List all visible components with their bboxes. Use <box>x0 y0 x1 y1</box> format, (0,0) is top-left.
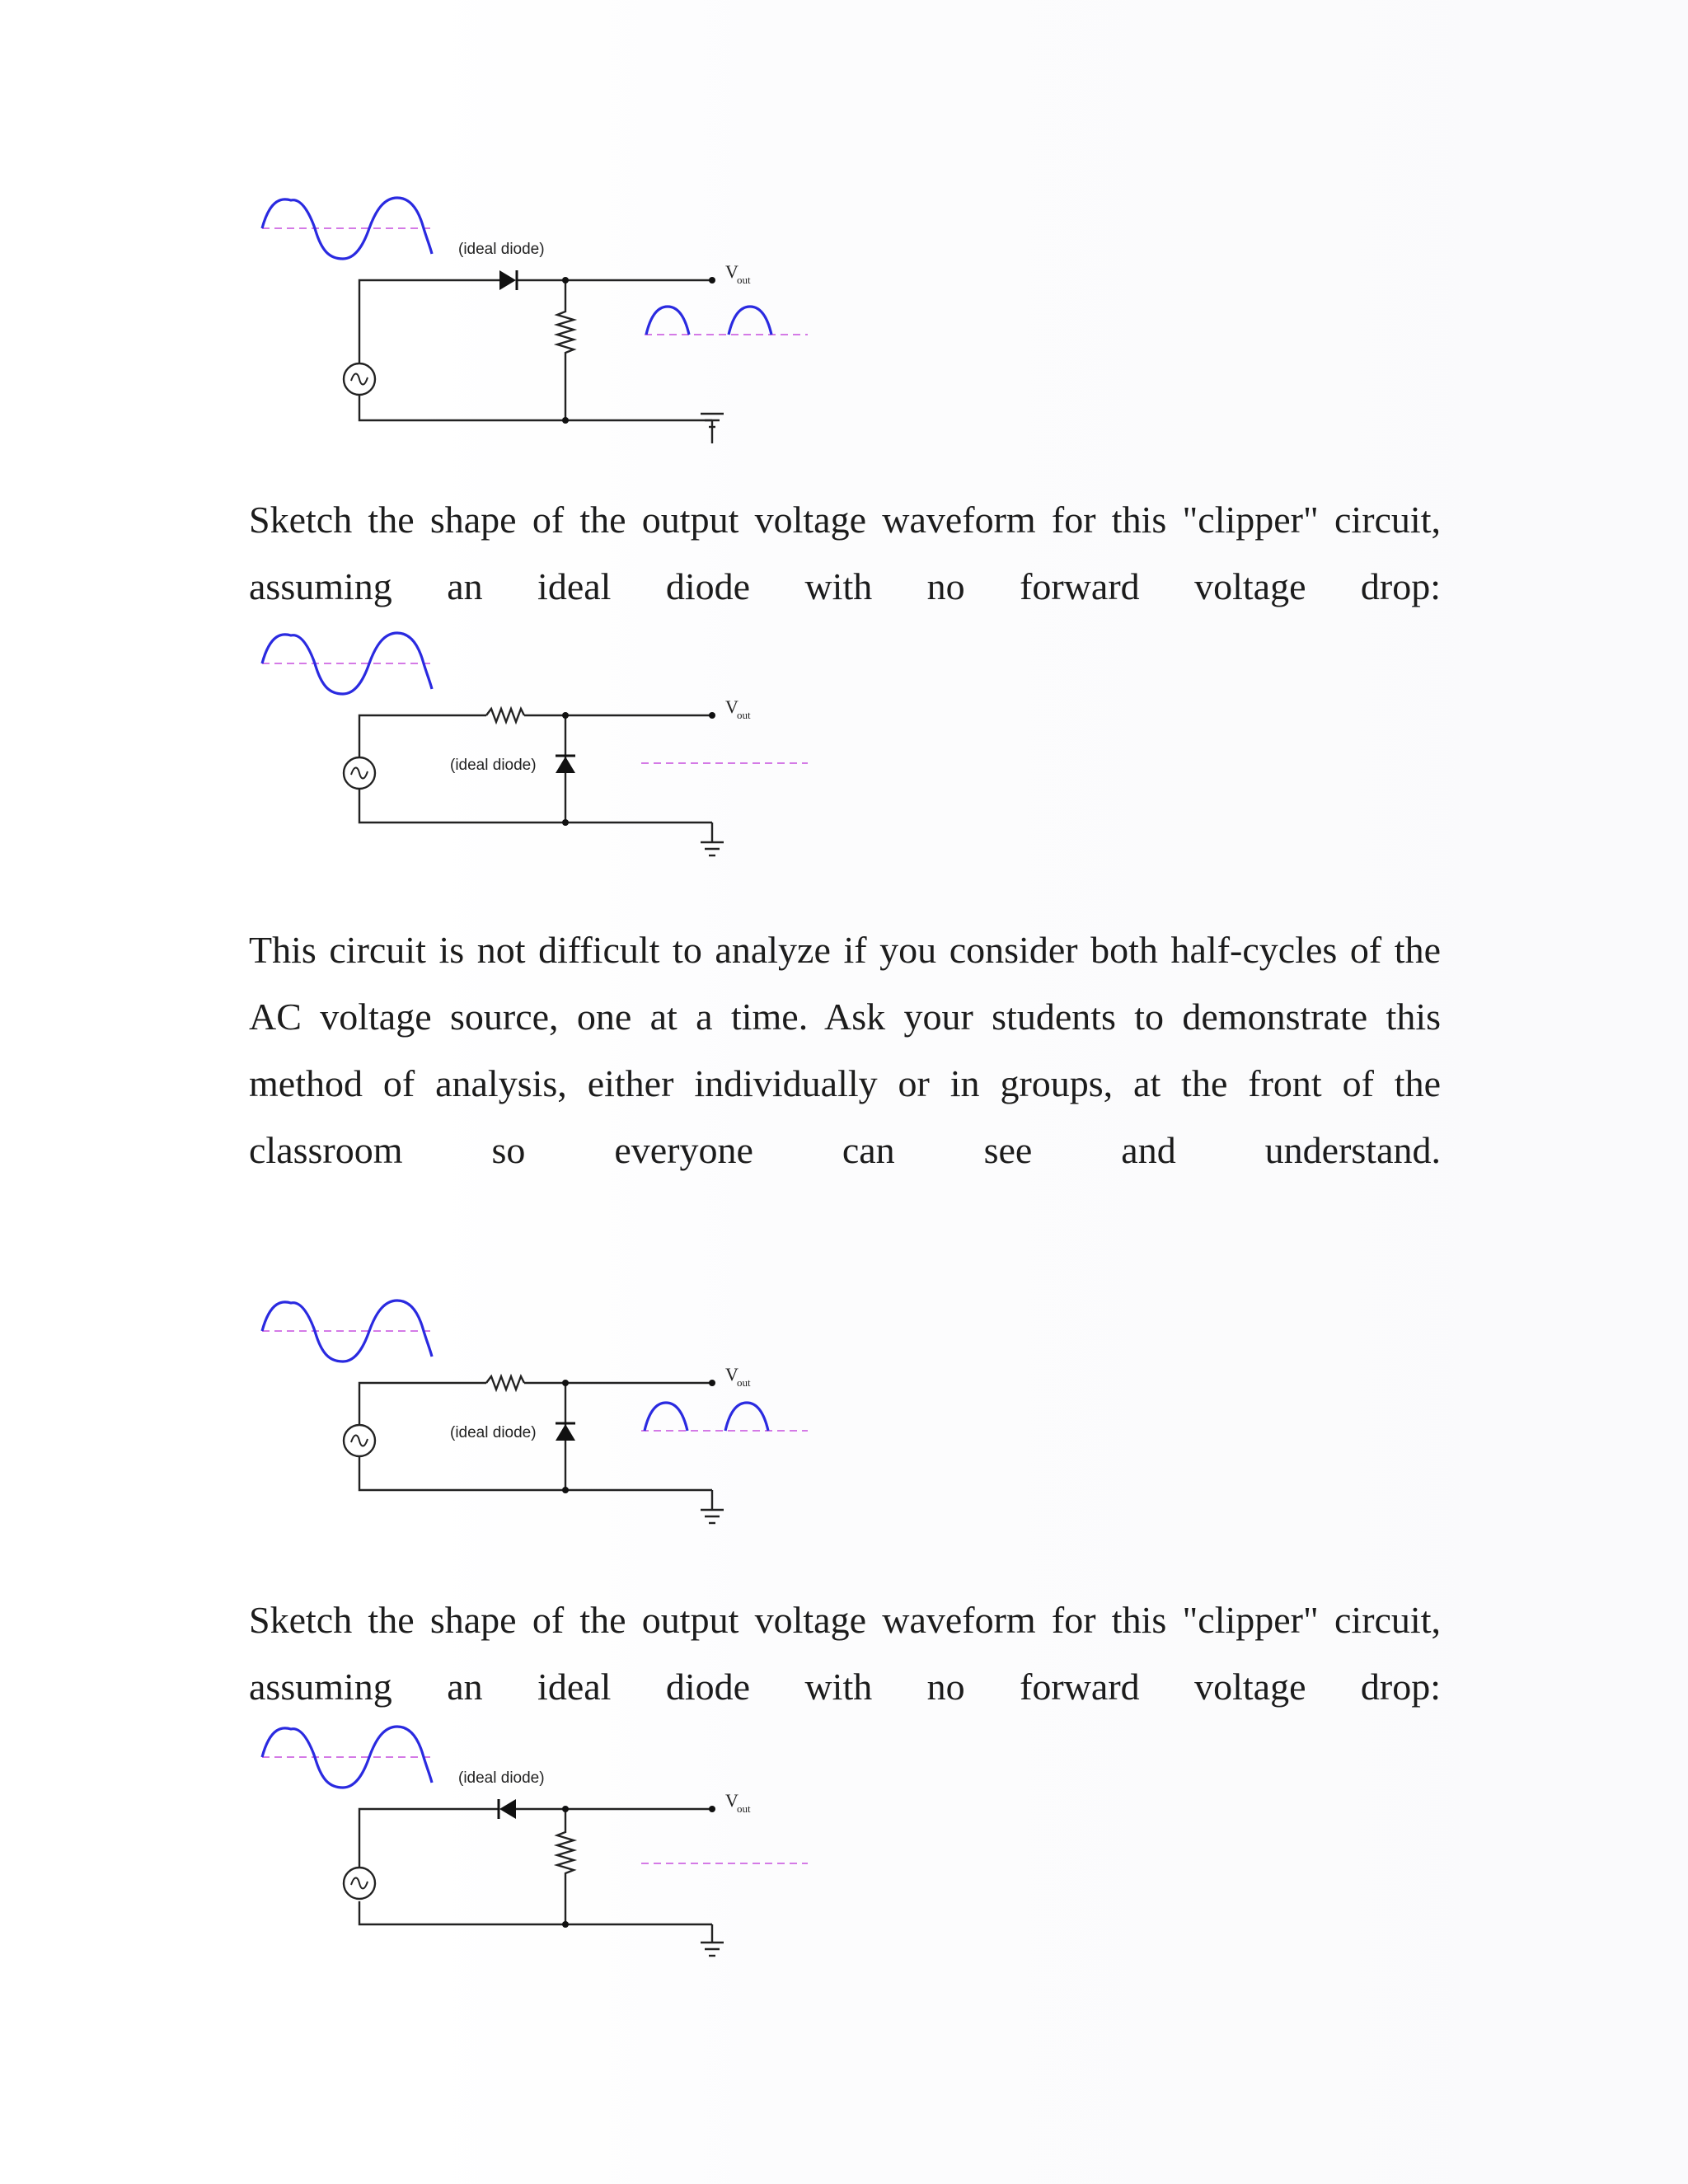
resistor-symbol <box>557 277 574 424</box>
output-terminal <box>709 712 715 719</box>
question-1-line-1: Sketch the shape of the output voltage waveform for this "clipper" circuit, <box>249 499 1441 541</box>
diode-label: (ideal diode) <box>450 1424 537 1441</box>
diode-label: (ideal diode) <box>458 1769 545 1787</box>
question-2-line-2: assuming an ideal diode with no forward voltage drop: <box>249 1666 1441 1708</box>
diode-label: (ideal diode) <box>450 757 537 774</box>
ground-symbol <box>701 823 724 855</box>
resistor-symbol <box>486 1376 524 1390</box>
circuit-diagram <box>247 1292 841 1548</box>
ac-source-symbol <box>344 1868 375 1899</box>
figure-shunt-diode-clipper-answer <box>247 1292 841 1548</box>
diode-symbol <box>499 1799 516 1819</box>
ac-source-symbol <box>344 363 375 395</box>
output-waveform <box>645 307 808 335</box>
vout-subscript: out <box>737 274 751 286</box>
vout-subscript: out <box>737 1376 751 1389</box>
resistor-symbol <box>486 709 524 722</box>
notes-line-2: AC voltage source, one at a time. Ask your students to demonstrate this <box>249 996 1441 1038</box>
input-sine-wave <box>262 633 432 694</box>
notes-line-4: classroom so everyone can see and understand. <box>249 1129 1441 1171</box>
output-terminal <box>709 1806 715 1812</box>
diode-symbol <box>499 270 517 290</box>
question-1-text <box>249 486 1441 620</box>
diode-symbol <box>556 712 575 826</box>
notes-text <box>249 916 1441 1183</box>
vout-label: V <box>725 1790 738 1811</box>
ac-source-symbol <box>344 757 375 789</box>
input-sine-wave <box>262 1301 432 1361</box>
figure-shunt-diode-clipper-question <box>247 625 841 880</box>
vout-label: V <box>725 261 738 282</box>
question-2-text <box>249 1586 1441 1720</box>
ac-source-symbol <box>344 1425 375 1456</box>
ground-symbol <box>701 1490 724 1523</box>
vout-subscript: out <box>737 1802 751 1815</box>
question-1-line-2: assuming an ideal diode with no forward voltage drop: <box>249 565 1441 607</box>
question-2-line-1: Sketch the shape of the output voltage waveform for this "clipper" circuit, <box>249 1599 1441 1641</box>
vout-label: V <box>725 1364 738 1385</box>
top-wire <box>359 280 501 363</box>
output-waveform <box>641 1403 808 1431</box>
input-sine-wave <box>262 198 432 259</box>
figure-series-diode-clipper-answer <box>247 190 841 445</box>
output-terminal <box>709 1380 715 1386</box>
notes-line-1: This circuit is not difficult to analyze if you consider both half-cycles of the <box>249 929 1441 971</box>
circuit-diagram <box>247 1718 841 1974</box>
input-sine-wave <box>262 1727 432 1788</box>
output-terminal <box>709 277 715 284</box>
diode-symbol <box>556 1380 575 1493</box>
vout-subscript: out <box>737 709 751 721</box>
resistor-symbol <box>557 1806 574 1928</box>
vout-label: V <box>725 696 738 717</box>
circuit-diagram <box>247 625 841 880</box>
bottom-wire <box>359 396 712 420</box>
ground-symbol <box>701 1924 724 1956</box>
ground-symbol <box>701 414 724 443</box>
notes-line-3: method of analysis, either individually or in groups, at the front of the <box>249 1062 1441 1104</box>
circuit-diagram <box>247 190 841 445</box>
diode-label: (ideal diode) <box>458 241 545 258</box>
figure-reversed-series-diode-clipper-question <box>247 1718 841 1974</box>
